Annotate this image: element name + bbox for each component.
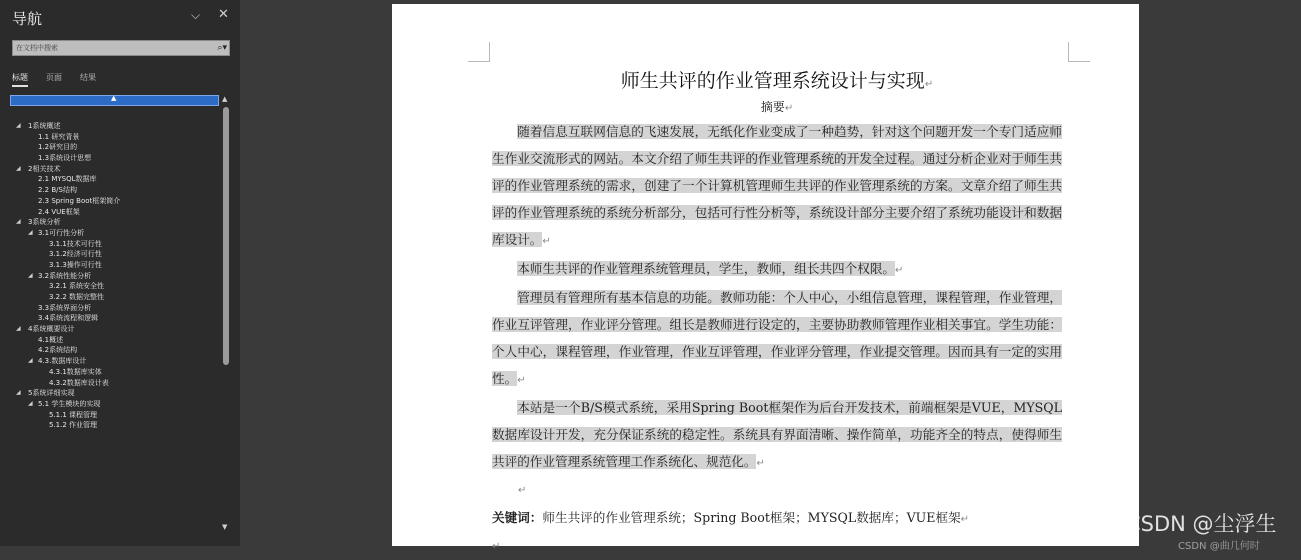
abstract-paragraph: 本站是一个B/S模式系统，采用Spring Boot框架作为后台开发技术，前端框架是VUE，MYSQL数据库设计开发，充分保证系统的稳定性。系统具有界面清晰、操作简单，功能齐全的特点，使得师生共评的作业管理系统管理工作系统化、规范化。↵ [492, 400, 1062, 469]
paragraph-mark-icon: ↵ [924, 79, 934, 90]
margin-corner-mark [468, 42, 490, 62]
watermark: CSDN @尘浮生 [1126, 512, 1277, 536]
tree-item[interactable]: 5.1.2 作业管理 [49, 421, 98, 430]
empty-paragraph [492, 533, 1062, 560]
tree-item[interactable]: ◢ 3.2系统性能分析 [28, 271, 92, 280]
tree-item[interactable]: 2.2 B/S结构 [38, 186, 77, 195]
tree-item[interactable]: 1.3系统设计思想 [38, 154, 92, 163]
tab-pages[interactable]: 页面 [46, 73, 62, 82]
navigation-pane [0, 0, 240, 546]
search-icon[interactable]: ⌕▾ [217, 43, 227, 53]
tree-item[interactable]: 4.3.2数据库设计表 [49, 378, 109, 387]
abstract-paragraph: 管理员有管理所有基本信息的功能。教师功能：个人中心，小组信息管理，课程管理，作业管理，作业互评管理，作业评分管理。组长是教师进行设定的，主要协助教师管理作业相关事宜。学生功能：个人中心，课程管理，作业管理，作业互评管理，作业评分管理，作业提交管理。因而具有一定的实用性。↵ [492, 290, 1062, 386]
keywords-text: 师生共评的作业管理系统；Spring Boot框架；MYSQL数据库；VUE框架 [542, 510, 961, 525]
tree-item[interactable]: ◢ 4.3.数据库设计 [28, 357, 87, 366]
tree-item[interactable]: ◢ 4系统概要设计 [16, 325, 75, 334]
tree-item[interactable]: ◢ 5.1 学生模块的实现 [28, 399, 101, 408]
keywords-label: 关键词： [492, 510, 543, 525]
pane-options-chevron-icon[interactable]: ⌵ [191, 8, 201, 22]
expand-arrow-icon[interactable]: ◢ [28, 271, 33, 279]
expand-arrow-icon[interactable]: ◢ [16, 122, 21, 129]
tree-item[interactable]: 3.1.2经济可行性 [49, 250, 102, 259]
document-page[interactable] [392, 4, 1139, 552]
scroll-down-icon[interactable]: ▼ [222, 523, 228, 531]
abstract-heading: 摘要↵ [760, 100, 794, 114]
tree-item[interactable]: 5.1.1 课程管理 [49, 410, 98, 419]
nav-title: 导航 [12, 10, 43, 28]
heading-tree [0, 121, 220, 431]
paragraph-mark-icon: ↵ [960, 514, 970, 525]
tab-headings[interactable]: 标题 [12, 73, 28, 82]
nav-scrollbar[interactable] [222, 95, 230, 531]
paragraph-mark-icon: ↵ [518, 485, 527, 496]
search-input[interactable] [13, 41, 203, 55]
tree-item[interactable]: 2.1 MYSQL数据库 [38, 175, 97, 184]
tree-item[interactable]: 3.1.3操作可行性 [49, 260, 102, 269]
paragraph-mark-icon: ↵ [542, 236, 551, 247]
tree-item[interactable]: 2.4 VUE框架 [38, 207, 80, 216]
tree-item[interactable]: ◢ 3系统分析 [16, 218, 61, 227]
tree-item[interactable]: 1.1 研究背景 [38, 132, 80, 141]
scroll-thumb[interactable] [223, 107, 229, 365]
tree-item[interactable]: 2.3 Spring Boot框架简介 [38, 196, 121, 205]
collapse-icon: ▲ [111, 94, 117, 102]
tree-item[interactable]: 4.2系统结构 [38, 346, 78, 355]
document-body[interactable] [492, 66, 1062, 560]
document-title: 师生共评的作业管理系统设计与实现↵ [620, 70, 934, 92]
close-icon[interactable]: ✕ [218, 7, 229, 22]
expand-arrow-icon[interactable]: ◢ [28, 399, 33, 407]
keywords-line [492, 504, 1062, 533]
watermark-sub: CSDN @曲几何时 [1178, 541, 1260, 552]
scroll-up-icon[interactable]: ▲ [222, 95, 228, 103]
tab-results[interactable]: 结果 [80, 73, 96, 82]
paragraph-mark-icon: ↵ [784, 103, 794, 114]
tree-item[interactable]: 4.1概述 [38, 335, 64, 344]
paragraph-mark-icon: ↵ [895, 265, 904, 276]
expand-arrow-icon[interactable]: ◢ [28, 357, 33, 365]
tree-item[interactable]: 3.2.1 系统安全性 [49, 282, 105, 291]
expand-arrow-icon[interactable]: ◢ [16, 164, 21, 172]
tree-item[interactable]: 3.3系统界面分析 [38, 303, 92, 312]
abstract-paragraph: 随着信息互联网信息的飞速发展，无纸化作业变成了一种趋势，针对这个问题开发一个专门适应师生作业交流形式的网站。本文介绍了师生共评的作业管理系统的开发全过程。通过分析企业对于师生共评的作业管理系统的需求，创建了一个计算机管理师生共评的作业管理系统的方案。文章介绍了师生共评的作业管理系统的系统分析部分，包括可行性分析等，系统设计部分主要介绍了系统功能设计和数据库设计。↵ [492, 124, 1062, 247]
tree-item[interactable]: 4.3.1数据库实体 [49, 367, 102, 376]
expand-arrow-icon[interactable]: ◢ [28, 228, 33, 236]
expand-arrow-icon[interactable]: ◢ [16, 218, 21, 226]
tree-item[interactable]: 3.1.1技术可行性 [49, 239, 102, 248]
margin-corner-mark [1068, 42, 1090, 62]
abstract-paragraph: 本师生共评的作业管理系统管理员，学生，教师，组长共四个权限。↵ [517, 261, 904, 276]
tree-item[interactable]: 3.4系统流程和逻辑 [38, 314, 99, 323]
nav-search-box[interactable] [12, 40, 230, 56]
expand-arrow-icon[interactable]: ◢ [16, 389, 21, 397]
tree-item[interactable]: 3.2.2 数据完整性 [49, 293, 105, 301]
paragraph-mark-icon: ↵ [756, 458, 765, 469]
empty-paragraph [492, 477, 1062, 504]
expand-arrow-icon[interactable]: ◢ [16, 325, 21, 333]
paragraph-mark-icon: ↵ [492, 541, 501, 552]
selected-heading-bar[interactable] [10, 95, 219, 106]
tree-item[interactable]: 1.2研究目的 [38, 143, 78, 152]
tree-item[interactable]: ◢ 1系统概述 [16, 122, 61, 130]
tree-item[interactable]: ◢ 2相关技术 [16, 164, 61, 173]
paragraph-mark-icon: ↵ [517, 375, 526, 386]
tree-item[interactable]: ◢ 5系统详细实现 [16, 389, 75, 398]
tree-item[interactable]: ◢ 3.1可行性分析 [28, 228, 85, 237]
